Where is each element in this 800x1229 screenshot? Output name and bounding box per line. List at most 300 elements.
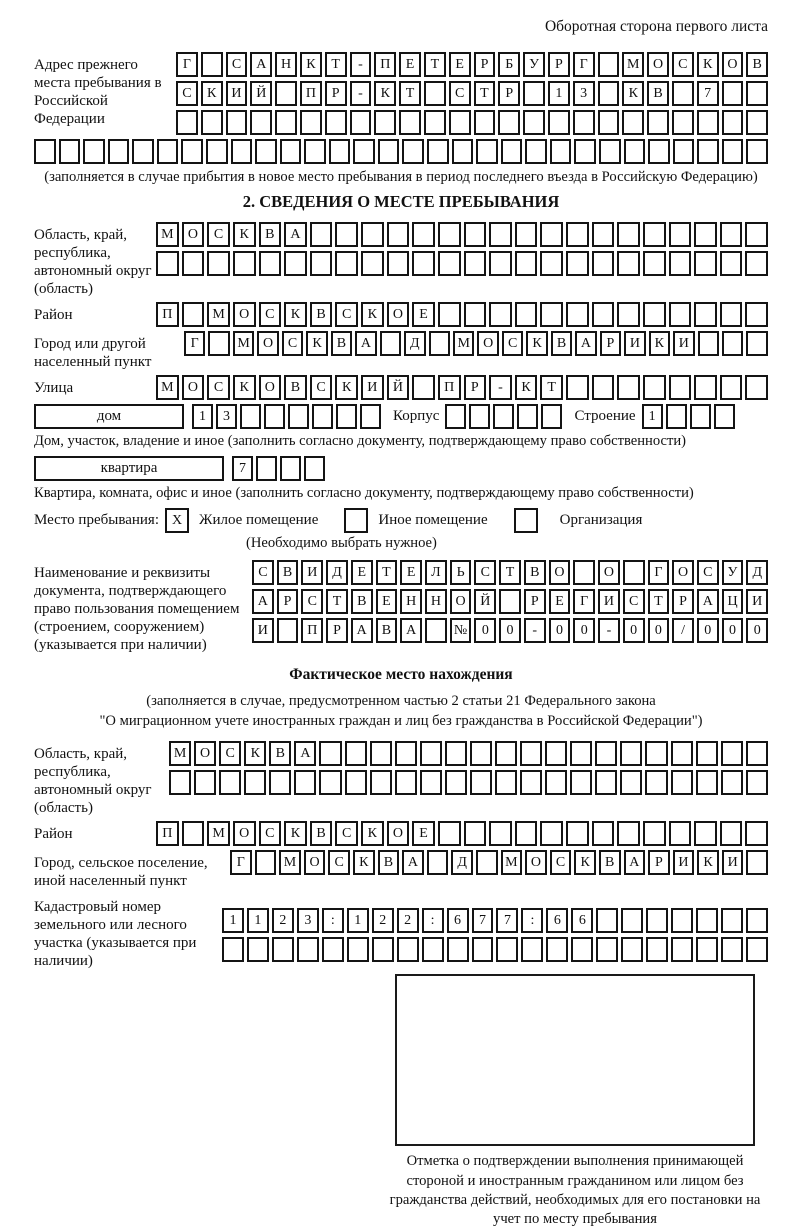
char-box[interactable]: П xyxy=(156,821,179,846)
char-box[interactable] xyxy=(696,937,718,962)
char-box[interactable] xyxy=(300,110,322,135)
char-box[interactable]: 7 xyxy=(472,908,494,933)
char-box[interactable] xyxy=(345,770,367,795)
char-box[interactable]: Г xyxy=(176,52,198,77)
char-box[interactable] xyxy=(722,139,744,164)
char-box[interactable] xyxy=(489,302,512,327)
char-box[interactable] xyxy=(720,302,743,327)
char-box[interactable]: № xyxy=(450,618,472,643)
char-box[interactable] xyxy=(310,222,333,247)
char-box[interactable] xyxy=(438,251,461,276)
char-box[interactable] xyxy=(574,139,596,164)
char-box[interactable]: Е xyxy=(412,302,435,327)
char-box[interactable] xyxy=(694,375,717,400)
char-box[interactable] xyxy=(570,741,592,766)
char-box[interactable]: К xyxy=(374,81,396,106)
char-box[interactable]: К xyxy=(284,302,307,327)
char-box[interactable]: 2 xyxy=(397,908,419,933)
char-box[interactable]: Р xyxy=(325,81,347,106)
char-box[interactable]: Р xyxy=(464,375,487,400)
char-box[interactable]: С xyxy=(226,52,248,77)
char-box[interactable]: 1 xyxy=(192,404,213,429)
char-box[interactable] xyxy=(445,770,467,795)
char-box[interactable] xyxy=(319,741,341,766)
char-box[interactable] xyxy=(464,821,487,846)
char-box[interactable] xyxy=(182,821,205,846)
char-box[interactable] xyxy=(255,850,277,875)
char-box[interactable] xyxy=(222,937,244,962)
char-box[interactable] xyxy=(697,139,719,164)
char-box[interactable] xyxy=(669,375,692,400)
char-box[interactable] xyxy=(617,222,640,247)
char-box[interactable]: 2 xyxy=(372,908,394,933)
char-box[interactable]: К xyxy=(233,375,256,400)
char-box[interactable] xyxy=(372,937,394,962)
char-box[interactable] xyxy=(566,302,589,327)
char-box[interactable]: Е xyxy=(351,560,373,585)
char-box[interactable]: К xyxy=(361,821,384,846)
char-box[interactable]: О xyxy=(257,331,278,356)
char-box[interactable]: О xyxy=(647,52,669,77)
char-box[interactable] xyxy=(617,302,640,327)
char-box[interactable] xyxy=(402,139,424,164)
char-box[interactable] xyxy=(645,770,667,795)
char-box[interactable] xyxy=(156,251,179,276)
char-box[interactable] xyxy=(623,560,645,585)
char-box[interactable]: П xyxy=(156,302,179,327)
char-box[interactable] xyxy=(714,404,735,429)
char-box[interactable] xyxy=(746,908,768,933)
char-box[interactable] xyxy=(666,404,687,429)
char-box[interactable] xyxy=(592,821,615,846)
dom-type-box[interactable]: дом xyxy=(34,404,184,429)
char-box[interactable]: Ь xyxy=(450,560,472,585)
char-box[interactable] xyxy=(669,222,692,247)
char-box[interactable] xyxy=(592,222,615,247)
char-box[interactable] xyxy=(617,821,640,846)
char-box[interactable]: 1 xyxy=(247,908,269,933)
char-box[interactable]: С xyxy=(219,741,241,766)
char-box[interactable]: С xyxy=(502,331,523,356)
char-box[interactable] xyxy=(255,139,277,164)
char-box[interactable]: В xyxy=(599,850,621,875)
char-box[interactable]: Т xyxy=(648,589,670,614)
char-box[interactable] xyxy=(470,741,492,766)
char-box[interactable]: Г xyxy=(648,560,670,585)
char-box[interactable] xyxy=(515,821,538,846)
char-box[interactable]: К xyxy=(244,741,266,766)
char-box[interactable] xyxy=(720,821,743,846)
char-box[interactable]: С xyxy=(207,375,230,400)
char-box[interactable]: И xyxy=(301,560,323,585)
char-box[interactable]: И xyxy=(673,331,694,356)
char-box[interactable] xyxy=(272,937,294,962)
char-box[interactable]: М xyxy=(501,850,523,875)
char-box[interactable]: Р xyxy=(600,331,621,356)
char-box[interactable]: Т xyxy=(474,81,496,106)
char-box[interactable] xyxy=(573,560,595,585)
char-box[interactable]: М xyxy=(156,222,179,247)
char-box[interactable] xyxy=(643,222,666,247)
char-box[interactable] xyxy=(545,741,567,766)
char-box[interactable] xyxy=(694,222,717,247)
char-box[interactable]: 1 xyxy=(222,908,244,933)
char-box[interactable]: М xyxy=(207,821,230,846)
char-box[interactable]: В xyxy=(551,331,572,356)
char-box[interactable] xyxy=(397,937,419,962)
char-box[interactable]: В xyxy=(524,560,546,585)
char-box[interactable] xyxy=(304,139,326,164)
char-box[interactable]: С xyxy=(335,302,358,327)
char-box[interactable] xyxy=(498,110,520,135)
char-box[interactable] xyxy=(521,937,543,962)
char-box[interactable] xyxy=(669,302,692,327)
char-box[interactable] xyxy=(226,110,248,135)
char-box[interactable] xyxy=(571,937,593,962)
char-box[interactable]: Е xyxy=(399,52,421,77)
char-box[interactable]: У xyxy=(722,560,744,585)
char-box[interactable] xyxy=(671,937,693,962)
char-box[interactable]: А xyxy=(351,618,373,643)
char-box[interactable] xyxy=(275,110,297,135)
char-box[interactable] xyxy=(647,110,669,135)
char-box[interactable]: 6 xyxy=(571,908,593,933)
char-box[interactable]: К xyxy=(300,52,322,77)
char-box[interactable] xyxy=(720,375,743,400)
char-box[interactable]: 0 xyxy=(722,618,744,643)
char-box[interactable] xyxy=(280,456,301,481)
char-box[interactable]: С xyxy=(335,821,358,846)
char-box[interactable]: О xyxy=(450,589,472,614)
char-box[interactable] xyxy=(696,770,718,795)
char-box[interactable] xyxy=(387,251,410,276)
char-box[interactable]: И xyxy=(598,589,620,614)
char-box[interactable] xyxy=(361,222,384,247)
char-box[interactable]: - xyxy=(489,375,512,400)
char-box[interactable] xyxy=(83,139,105,164)
char-box[interactable]: К xyxy=(622,81,644,106)
char-box[interactable] xyxy=(438,222,461,247)
char-box[interactable] xyxy=(496,937,518,962)
char-box[interactable] xyxy=(696,741,718,766)
char-box[interactable] xyxy=(540,302,563,327)
char-box[interactable]: В xyxy=(746,52,768,77)
char-box[interactable] xyxy=(182,302,205,327)
char-box[interactable] xyxy=(721,770,743,795)
char-box[interactable]: 7 xyxy=(697,81,719,106)
char-box[interactable]: Н xyxy=(400,589,422,614)
char-box[interactable] xyxy=(745,251,768,276)
char-box[interactable]: И xyxy=(722,850,744,875)
char-box[interactable] xyxy=(206,139,228,164)
char-box[interactable]: Т xyxy=(376,560,398,585)
char-box[interactable] xyxy=(489,821,512,846)
char-box[interactable] xyxy=(566,375,589,400)
char-box[interactable] xyxy=(495,741,517,766)
char-box[interactable] xyxy=(694,302,717,327)
char-box[interactable] xyxy=(297,937,319,962)
char-box[interactable]: К xyxy=(649,331,670,356)
char-box[interactable] xyxy=(231,139,253,164)
char-box[interactable]: Т xyxy=(499,560,521,585)
char-box[interactable] xyxy=(412,222,435,247)
char-box[interactable] xyxy=(256,456,277,481)
char-box[interactable]: К xyxy=(574,850,596,875)
char-box[interactable]: Г xyxy=(230,850,252,875)
char-box[interactable] xyxy=(621,908,643,933)
char-box[interactable] xyxy=(646,937,668,962)
char-box[interactable]: 3 xyxy=(573,81,595,106)
char-box[interactable] xyxy=(694,821,717,846)
char-box[interactable]: : xyxy=(521,908,543,933)
char-box[interactable] xyxy=(595,741,617,766)
char-box[interactable]: / xyxy=(672,618,694,643)
char-box[interactable]: М xyxy=(279,850,301,875)
char-box[interactable]: - xyxy=(524,618,546,643)
char-box[interactable] xyxy=(425,618,447,643)
char-box[interactable]: 0 xyxy=(573,618,595,643)
char-box[interactable] xyxy=(169,770,191,795)
char-box[interactable]: К xyxy=(233,222,256,247)
char-box[interactable]: С xyxy=(697,560,719,585)
char-box[interactable]: 0 xyxy=(474,618,496,643)
char-box[interactable]: К xyxy=(353,850,375,875)
char-box[interactable] xyxy=(671,741,693,766)
char-box[interactable] xyxy=(722,331,743,356)
char-box[interactable] xyxy=(620,741,642,766)
char-box[interactable]: Г xyxy=(184,331,205,356)
char-box[interactable] xyxy=(515,251,538,276)
char-box[interactable]: П xyxy=(374,52,396,77)
char-box[interactable] xyxy=(648,139,670,164)
char-box[interactable] xyxy=(499,589,521,614)
char-box[interactable]: К xyxy=(201,81,223,106)
char-box[interactable] xyxy=(523,81,545,106)
char-box[interactable]: О xyxy=(477,331,498,356)
char-box[interactable] xyxy=(690,404,711,429)
char-box[interactable] xyxy=(304,456,325,481)
char-box[interactable]: Д xyxy=(451,850,473,875)
char-box[interactable] xyxy=(548,110,570,135)
char-box[interactable] xyxy=(412,251,435,276)
char-box[interactable]: Й xyxy=(474,589,496,614)
char-box[interactable]: 1 xyxy=(642,404,663,429)
char-box[interactable]: 1 xyxy=(347,908,369,933)
char-box[interactable]: Н xyxy=(275,52,297,77)
char-box[interactable] xyxy=(277,618,299,643)
char-box[interactable]: А xyxy=(402,850,424,875)
char-box[interactable] xyxy=(720,222,743,247)
char-box[interactable] xyxy=(672,81,694,106)
char-box[interactable]: 3 xyxy=(216,404,237,429)
char-box[interactable]: С xyxy=(259,821,282,846)
char-box[interactable]: Т xyxy=(325,52,347,77)
char-box[interactable] xyxy=(201,52,223,77)
char-box[interactable] xyxy=(645,741,667,766)
char-box[interactable] xyxy=(288,404,309,429)
char-box[interactable]: : xyxy=(322,908,344,933)
char-box[interactable] xyxy=(445,404,466,429)
char-box[interactable] xyxy=(259,251,282,276)
char-box[interactable] xyxy=(515,222,538,247)
char-box[interactable]: С xyxy=(176,81,198,106)
char-box[interactable]: С xyxy=(310,375,333,400)
char-box[interactable]: О xyxy=(194,741,216,766)
char-box[interactable] xyxy=(745,375,768,400)
char-box[interactable] xyxy=(525,139,547,164)
char-box[interactable] xyxy=(420,741,442,766)
char-box[interactable] xyxy=(310,251,333,276)
char-box[interactable]: - xyxy=(350,81,372,106)
char-box[interactable] xyxy=(722,110,744,135)
char-box[interactable] xyxy=(438,821,461,846)
char-box[interactable] xyxy=(59,139,81,164)
char-box[interactable]: У xyxy=(523,52,545,77)
char-box[interactable] xyxy=(387,222,410,247)
char-box[interactable] xyxy=(669,821,692,846)
char-box[interactable]: М xyxy=(169,741,191,766)
char-box[interactable] xyxy=(596,908,618,933)
char-box[interactable]: Е xyxy=(449,52,471,77)
char-box[interactable] xyxy=(520,741,542,766)
char-box[interactable]: Г xyxy=(573,52,595,77)
char-box[interactable] xyxy=(596,937,618,962)
char-box[interactable]: С xyxy=(550,850,572,875)
char-box[interactable]: В xyxy=(331,331,352,356)
char-box[interactable]: О xyxy=(182,222,205,247)
char-box[interactable]: Т xyxy=(326,589,348,614)
char-box[interactable] xyxy=(464,251,487,276)
char-box[interactable]: Д xyxy=(404,331,425,356)
char-box[interactable] xyxy=(746,850,768,875)
char-box[interactable]: Т xyxy=(424,52,446,77)
char-box[interactable]: В xyxy=(284,375,307,400)
char-box[interactable] xyxy=(746,110,768,135)
char-box[interactable]: Д xyxy=(746,560,768,585)
char-box[interactable]: Р xyxy=(648,850,670,875)
char-box[interactable]: Й xyxy=(250,81,272,106)
char-box[interactable]: Е xyxy=(412,821,435,846)
char-box[interactable] xyxy=(345,741,367,766)
char-box[interactable]: К xyxy=(515,375,538,400)
char-box[interactable]: Р xyxy=(277,589,299,614)
char-box[interactable]: 0 xyxy=(623,618,645,643)
char-box[interactable]: А xyxy=(400,618,422,643)
char-box[interactable]: В xyxy=(259,222,282,247)
char-box[interactable] xyxy=(746,937,768,962)
char-box[interactable] xyxy=(570,770,592,795)
char-box[interactable] xyxy=(280,139,302,164)
zhiloe-checkbox[interactable]: X xyxy=(165,508,189,533)
char-box[interactable] xyxy=(746,139,768,164)
char-box[interactable]: 6 xyxy=(447,908,469,933)
char-box[interactable]: О xyxy=(598,560,620,585)
char-box[interactable]: Л xyxy=(425,560,447,585)
char-box[interactable]: И xyxy=(252,618,274,643)
char-box[interactable]: Р xyxy=(524,589,546,614)
char-box[interactable] xyxy=(523,110,545,135)
char-box[interactable] xyxy=(34,139,56,164)
char-box[interactable]: 0 xyxy=(697,618,719,643)
char-box[interactable]: Е xyxy=(549,589,571,614)
char-box[interactable] xyxy=(194,770,216,795)
char-box[interactable] xyxy=(422,937,444,962)
char-box[interactable] xyxy=(550,139,572,164)
char-box[interactable] xyxy=(429,331,450,356)
char-box[interactable] xyxy=(721,908,743,933)
char-box[interactable] xyxy=(275,81,297,106)
char-box[interactable] xyxy=(721,741,743,766)
char-box[interactable] xyxy=(722,81,744,106)
char-box[interactable] xyxy=(545,770,567,795)
char-box[interactable]: Р xyxy=(498,81,520,106)
char-box[interactable] xyxy=(599,139,621,164)
char-box[interactable] xyxy=(617,251,640,276)
char-box[interactable] xyxy=(424,81,446,106)
char-box[interactable] xyxy=(493,404,514,429)
char-box[interactable]: М xyxy=(622,52,644,77)
char-box[interactable]: 1 xyxy=(548,81,570,106)
char-box[interactable] xyxy=(476,850,498,875)
char-box[interactable]: Р xyxy=(672,589,694,614)
char-box[interactable] xyxy=(284,251,307,276)
char-box[interactable]: В xyxy=(277,560,299,585)
char-box[interactable] xyxy=(438,302,461,327)
organizatsiya-checkbox[interactable] xyxy=(514,508,538,533)
char-box[interactable] xyxy=(347,937,369,962)
char-box[interactable] xyxy=(335,222,358,247)
char-box[interactable]: И xyxy=(624,331,645,356)
char-box[interactable]: А xyxy=(250,52,272,77)
char-box[interactable]: К xyxy=(335,375,358,400)
char-box[interactable] xyxy=(501,139,523,164)
char-box[interactable] xyxy=(361,251,384,276)
char-box[interactable] xyxy=(269,770,291,795)
char-box[interactable]: О xyxy=(549,560,571,585)
char-box[interactable] xyxy=(643,375,666,400)
char-box[interactable] xyxy=(746,770,768,795)
char-box[interactable]: С xyxy=(623,589,645,614)
char-box[interactable] xyxy=(360,404,381,429)
char-box[interactable] xyxy=(566,821,589,846)
char-box[interactable] xyxy=(264,404,285,429)
char-box[interactable]: 6 xyxy=(546,908,568,933)
char-box[interactable] xyxy=(412,375,435,400)
char-box[interactable] xyxy=(566,222,589,247)
char-box[interactable] xyxy=(244,770,266,795)
char-box[interactable]: С xyxy=(282,331,303,356)
char-box[interactable]: О xyxy=(233,302,256,327)
char-box[interactable] xyxy=(329,139,351,164)
char-box[interactable] xyxy=(592,375,615,400)
char-box[interactable] xyxy=(395,770,417,795)
char-box[interactable]: О xyxy=(387,302,410,327)
char-box[interactable]: М xyxy=(453,331,474,356)
char-box[interactable] xyxy=(476,139,498,164)
char-box[interactable]: Б xyxy=(498,52,520,77)
char-box[interactable] xyxy=(395,741,417,766)
char-box[interactable] xyxy=(671,770,693,795)
char-box[interactable] xyxy=(643,302,666,327)
char-box[interactable]: О xyxy=(182,375,205,400)
char-box[interactable]: В xyxy=(647,81,669,106)
char-box[interactable] xyxy=(720,251,743,276)
char-box[interactable]: С xyxy=(252,560,274,585)
char-box[interactable] xyxy=(697,110,719,135)
inoe-checkbox[interactable] xyxy=(344,508,368,533)
char-box[interactable] xyxy=(694,251,717,276)
char-box[interactable]: М xyxy=(207,302,230,327)
